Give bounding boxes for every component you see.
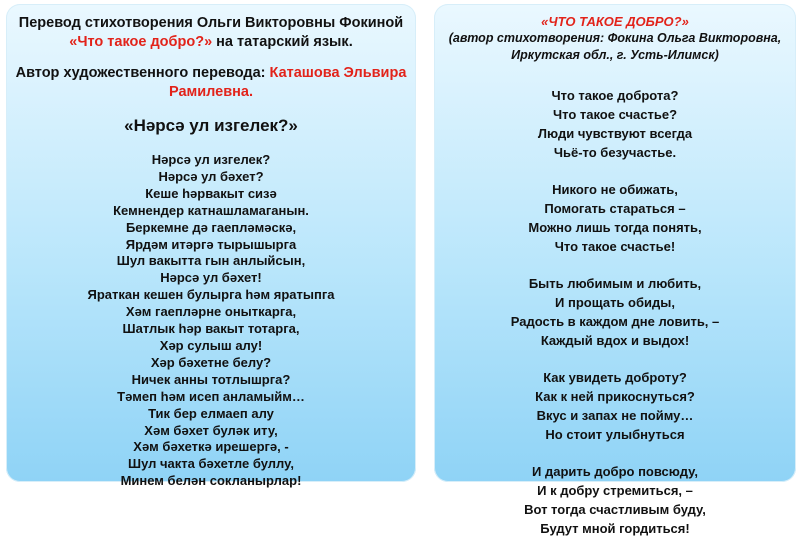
poem-line: Как увидеть доброту? bbox=[543, 370, 687, 385]
poem-line: Шул вакытта гын анлыйсын, bbox=[116, 253, 306, 269]
tatar-translation-panel bbox=[6, 4, 416, 489]
poem-line: Вот тогда счастливым буду, bbox=[524, 502, 706, 517]
poem-line: Люди чувствуют всегда bbox=[537, 126, 693, 141]
poem-line: Что такое счастье? bbox=[552, 107, 678, 122]
poem-line: Но стоит улыбнуться bbox=[545, 427, 685, 442]
poem-line: Кемнендер катнашламаганын. bbox=[113, 202, 309, 218]
poem-line: Хәр сулыш алу! bbox=[159, 337, 263, 353]
poem-line: Яраткан кешен булырга һәм яратыпга bbox=[87, 287, 335, 303]
translator-line bbox=[12, 64, 410, 102]
heading-suffix: на татарский язык. bbox=[212, 34, 353, 50]
original-poem-title: «ЧТО ТАКОЕ ДОБРО?» bbox=[541, 14, 689, 29]
poem-line: Хәм бәхеткә ирешергә, - bbox=[133, 439, 289, 455]
russian-original-panel bbox=[434, 4, 796, 536]
poem-line: Хәр бәхетне белу? bbox=[150, 354, 272, 370]
poem-line: Что такое доброта? bbox=[551, 88, 679, 103]
tatar-poem-lines bbox=[12, 152, 410, 490]
poem-line: Тәмеп һәм исеп анламыйм… bbox=[117, 388, 305, 404]
poem-line: Чьё-то безучастье. bbox=[553, 145, 677, 160]
poem-line: Вкус и запах не пойму… bbox=[536, 408, 694, 423]
stanza-1 bbox=[440, 86, 790, 162]
poem-line: Нәрсә ул бәхет? bbox=[158, 168, 264, 184]
poem-line: Шатлык һәр вакыт тотарга, bbox=[122, 321, 300, 337]
poem-line: Нәрсә ул изгелек? bbox=[151, 152, 271, 167]
stanza-4 bbox=[440, 368, 790, 444]
stanza-3 bbox=[440, 274, 790, 350]
tatar-poem-title: «Нәрсә ул изгелек?» bbox=[124, 116, 298, 135]
poem-line: Минем белән сокланырлар! bbox=[120, 473, 302, 489]
original-title: «Что такое добро?» bbox=[69, 34, 213, 50]
poem-line: Шул чакта бәхетле буллу, bbox=[128, 456, 294, 472]
poem-line: Будут мной гордиться! bbox=[540, 521, 690, 536]
poem-line: Ничек анны тотлышрга? bbox=[131, 371, 291, 387]
translator-label: Автор художественного перевода: bbox=[15, 65, 270, 81]
original-author-line-2: Иркутская обл., г. Усть-Илимск) bbox=[511, 48, 719, 62]
poem-line: И дарить добро повсюду, bbox=[532, 464, 698, 479]
poem-line: Быть любимым и любить, bbox=[528, 276, 702, 291]
poem-line: Что такое счастье! bbox=[554, 239, 676, 254]
translator-name: Каташова Эльвира Рамилевна. bbox=[168, 65, 407, 100]
heading-line-1: Перевод стихотворения Ольги Викторовны Фокиной bbox=[18, 15, 404, 31]
stanza-5 bbox=[440, 462, 790, 538]
heading-line-2 bbox=[12, 33, 410, 52]
poem-line: Каждый вдох и выдох! bbox=[540, 333, 690, 348]
poem-line: И к добру стремиться, – bbox=[537, 483, 693, 498]
poem-line: Хәм гаепләрне оныткарга, bbox=[125, 304, 297, 320]
poem-line: Кеше һәрвакыт сизә bbox=[145, 185, 277, 201]
poem-line: Как к ней прикоснуться? bbox=[535, 389, 695, 404]
poem-line: Беркемне дә гаепләмәскә, bbox=[125, 219, 297, 235]
poem-line: Можно лишь тогда понять, bbox=[528, 220, 702, 235]
stanza-2 bbox=[440, 180, 790, 256]
poem-line: Тик бер елмаеп алу bbox=[148, 405, 274, 421]
poem-line: И прощать обиды, bbox=[555, 295, 675, 310]
poem-line: Радость в каждом дне ловить, – bbox=[510, 314, 720, 329]
poem-line: Нәрсә ул бәхет! bbox=[160, 270, 262, 286]
poem-line: Помогать стараться – bbox=[544, 201, 686, 216]
poem-line: Хәм бәхет буләк иту, bbox=[144, 422, 278, 438]
poem-line: Ярдәм итәргә тырышырга bbox=[125, 236, 297, 252]
poem-line: Никого не обижать, bbox=[552, 182, 678, 197]
translation-heading bbox=[12, 14, 410, 102]
original-author-line-1: (автор стихотворения: Фокина Ольга Викторовна, bbox=[448, 31, 782, 45]
